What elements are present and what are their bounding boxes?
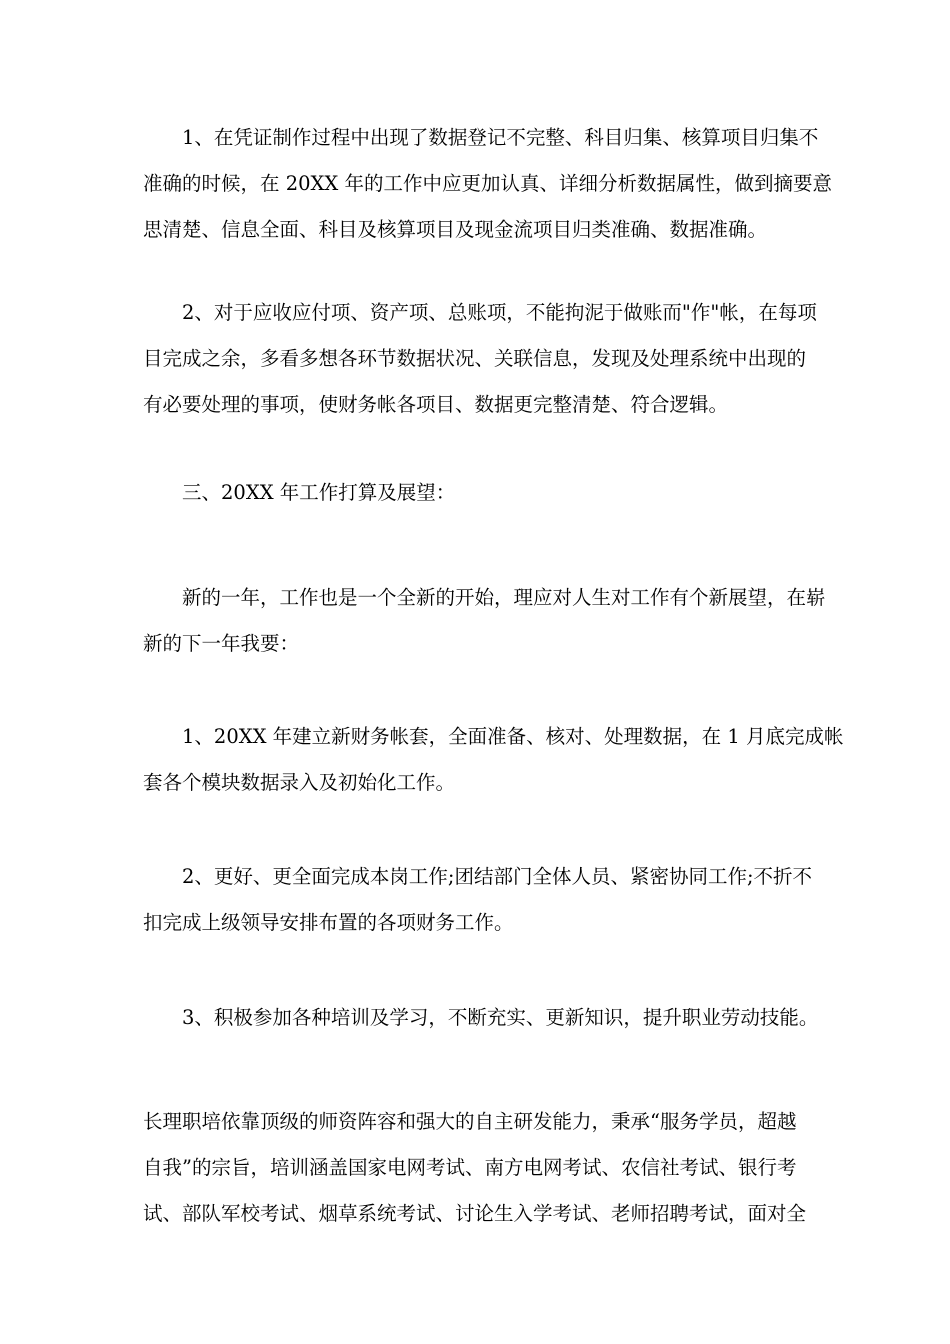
paragraph-voucher-issues [143, 115, 832, 253]
text-line: 自我”的宗旨，培训涵盖国家电网考试、南方电网考试、农信社考试、银行考 [143, 1156, 797, 1179]
paragraph-promo [143, 1099, 808, 1237]
text-line: 套各个模块数据录入及初始化工作。 [143, 771, 456, 794]
text-line: 3、积极参加各种培训及学习，不断充实、更新知识，提升职业劳动技能。 [143, 1006, 819, 1029]
paragraph-plan-item-3 [143, 995, 819, 1041]
text-line: 新的一年，工作也是一个全新的开始，理应对人生对工作有个新展望，在崭 [143, 586, 826, 609]
text-line: 三、20XX 年工作打算及展望： [143, 481, 456, 504]
text-line: 1、在凭证制作过程中出现了数据登记不完整、科目归集、核算项目归集不 [143, 126, 819, 149]
text-line: 准确的时候，在 20XX 年的工作中应更加认真、详细分析数据属性，做到摘要意 [143, 172, 832, 195]
paragraph-plan-item-2 [143, 854, 813, 946]
text-line: 新的下一年我要： [143, 632, 300, 655]
text-line: 扣完成上级领导安排布置的各项财务工作。 [143, 911, 514, 934]
text-line: 有必要处理的事项，使财务帐各项目、数据更完整清楚、符合逻辑。 [143, 393, 729, 416]
section-heading-plans [143, 470, 808, 516]
paragraph-accounts-items [143, 290, 817, 428]
text-line: 思清楚、信息全面、科目及核算项目及现金流项目归类准确、数据准确。 [143, 218, 768, 241]
text-line: 目完成之余，多看多想各环节数据状况、关联信息，发现及处理系统中出现的 [143, 347, 807, 370]
text-line: 长理职培依靠顶级的师资阵容和强大的自主研发能力，秉承“服务学员，超越 [143, 1110, 797, 1133]
text-line: 2、对于应收应付项、资产项、总账项，不能拘泥于做账而"作"帐，在每项 [143, 301, 817, 324]
paragraph-plan-item-1 [143, 714, 844, 806]
text-line: 1、20XX 年建立新财务帐套，全面准备、核对、处理数据，在 1 月底完成帐 [143, 725, 844, 748]
text-line: 2、更好、更全面完成本岗工作;团结部门全体人员、紧密协同工作;不折不 [143, 865, 813, 888]
text-line: 试、部队军校考试、烟草系统考试、讨论生入学考试、老师招聘考试，面对全 [143, 1202, 807, 1225]
paragraph-new-year-intro [143, 575, 826, 667]
